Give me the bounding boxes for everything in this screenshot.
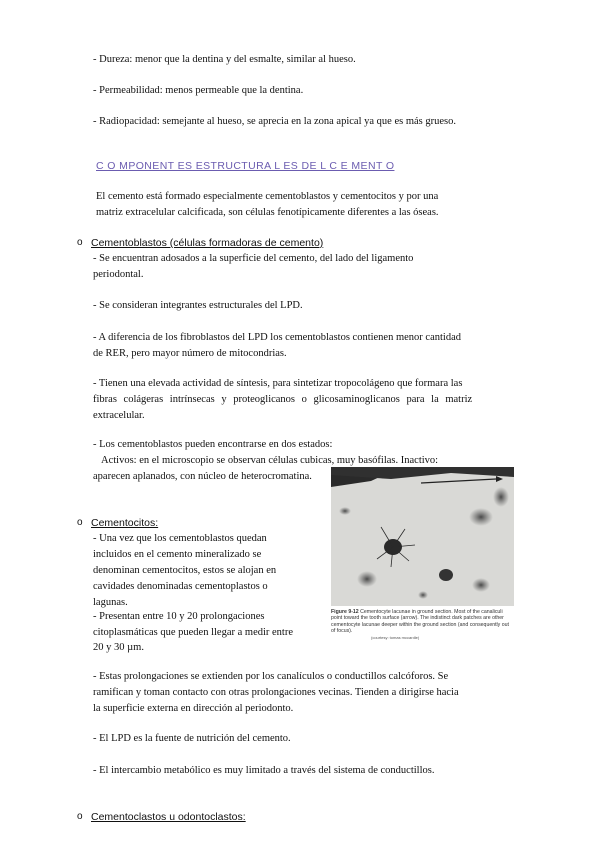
cementocitos-p3: - El LPD es la fuente de nutrición del cemento. xyxy=(93,733,291,744)
intro-line-2: matriz extracelular calcificada, son células fenotípicamente diferentes a las óseas. xyxy=(96,207,439,218)
cementoblastos-p1-line1: - Se encuentran adosados a la superficie del cemento, del lado del ligamento xyxy=(93,253,414,264)
dureza-line: - Dureza: menor que la dentina y del esmalte, similar al hueso. xyxy=(93,54,356,65)
cementocitos-line7: citoplasmáticas que pueden llegar a medir entre xyxy=(93,627,293,638)
bullet-cementoblastos: o xyxy=(77,237,83,248)
section-heading: C O MPONENT ES ESTRUCTURA L ES DE L C E MENT O xyxy=(96,160,395,172)
permeabilidad-line: - Permeabilidad: menos permeable que la dentina. xyxy=(93,85,304,96)
cementoblastos-p3-line2: de RER, pero mayor número de mitocondrias. xyxy=(93,348,287,359)
cementoblastos-title: Cementoblastos (células formadoras de cemento) xyxy=(91,237,324,249)
cementocitos-line6: - Presentan entre 10 y 20 prolongaciones xyxy=(93,611,265,622)
cementoblastos-p5-line2: Activos: en el microscopio se observan células cubicas, muy basófilas. Inactivo: xyxy=(101,455,439,466)
bullet-cementoclastos: o xyxy=(77,811,83,822)
cementocitos-line2: incluidos en el cemento mineralizado se xyxy=(93,549,262,560)
cementocitos-line1: - Una vez que los cementoblastos quedan xyxy=(93,533,267,544)
cementoblastos-p2: - Se consideran integrantes estructurales del LPD. xyxy=(93,300,303,311)
cementocitos-p2-line2: ramifican y toman contacto con otras prolongaciones vecinas. Tienden a dirigirse hacia xyxy=(93,687,459,698)
cementocitos-line3: denominan cementocitos, estos se alojan en xyxy=(93,565,277,576)
bullet-cementocitos: o xyxy=(77,517,83,528)
figure-label: Figure xyxy=(331,609,347,615)
figure-number: 9-12 xyxy=(348,609,359,615)
cementoblastos-p4-line1: - Tienen una elevada actividad de síntesis, para sintetizar tropocolágeno que formara las xyxy=(93,378,463,389)
figure-caption-text: Cementocyte lacunae in ground section. Most of the canaliculi point toward the tooth surface (arrow). The indistinct dark patches are other cementocyte lacunae deeper within the ground section (and consequently out of focus). xyxy=(331,609,509,635)
cementocitos-p2-line1: - Estas prolongaciones se extienden por los canalículos o conductillos calcóforos. Se xyxy=(93,671,449,682)
cementocitos-title: Cementocitos: xyxy=(91,517,159,529)
cementocitos-line5: lagunas. xyxy=(93,597,128,608)
cementoblastos-p5-line1: - Los cementoblastos pueden encontrarse en dos estados: xyxy=(93,439,333,450)
cementoclastos-title: Cementoclastos u odontoclastos: xyxy=(91,811,246,823)
figure-caption xyxy=(331,609,514,641)
cementocitos-p2-line3: la superficie externa en dirección al periodonto. xyxy=(93,703,294,714)
cementocitos-line4: cavidades denominadas cementoplastos o xyxy=(93,581,268,592)
intro-line-1: El cemento está formado especialmente cementoblastos y cementocitos y por una xyxy=(96,191,439,202)
cementoblastos-p4-line2: fibras colágeras intrínsecas y proteoglicanos o glicosaminoglicanos para la matriz xyxy=(93,394,473,405)
cementoblastos-p1-line2: periodontal. xyxy=(93,269,144,280)
cementoblastos-p5-line3: aparecen aplanados, con núcleo de heterocromatina. xyxy=(93,471,312,482)
cementocitos-p4: - El intercambio metabólico es muy limitado a través del sistema de conductillos. xyxy=(93,765,435,776)
cementocitos-line8: 20 y 30 µm. xyxy=(93,642,144,653)
cementocyte-micrograph xyxy=(331,467,514,606)
figure-credit: (courtesy: tomas mccardle) xyxy=(371,634,420,640)
radiopacidad-line: - Radiopacidad: semejante al hueso, se aprecia en la zona apical ya que es más grueso. xyxy=(93,116,456,127)
cementoblastos-p3-line1: - A diferencia de los fibroblastos del LPD los cementoblastos contienen menor cantidad xyxy=(93,332,461,343)
cementoblastos-p4-line3: extracelular. xyxy=(93,410,145,421)
